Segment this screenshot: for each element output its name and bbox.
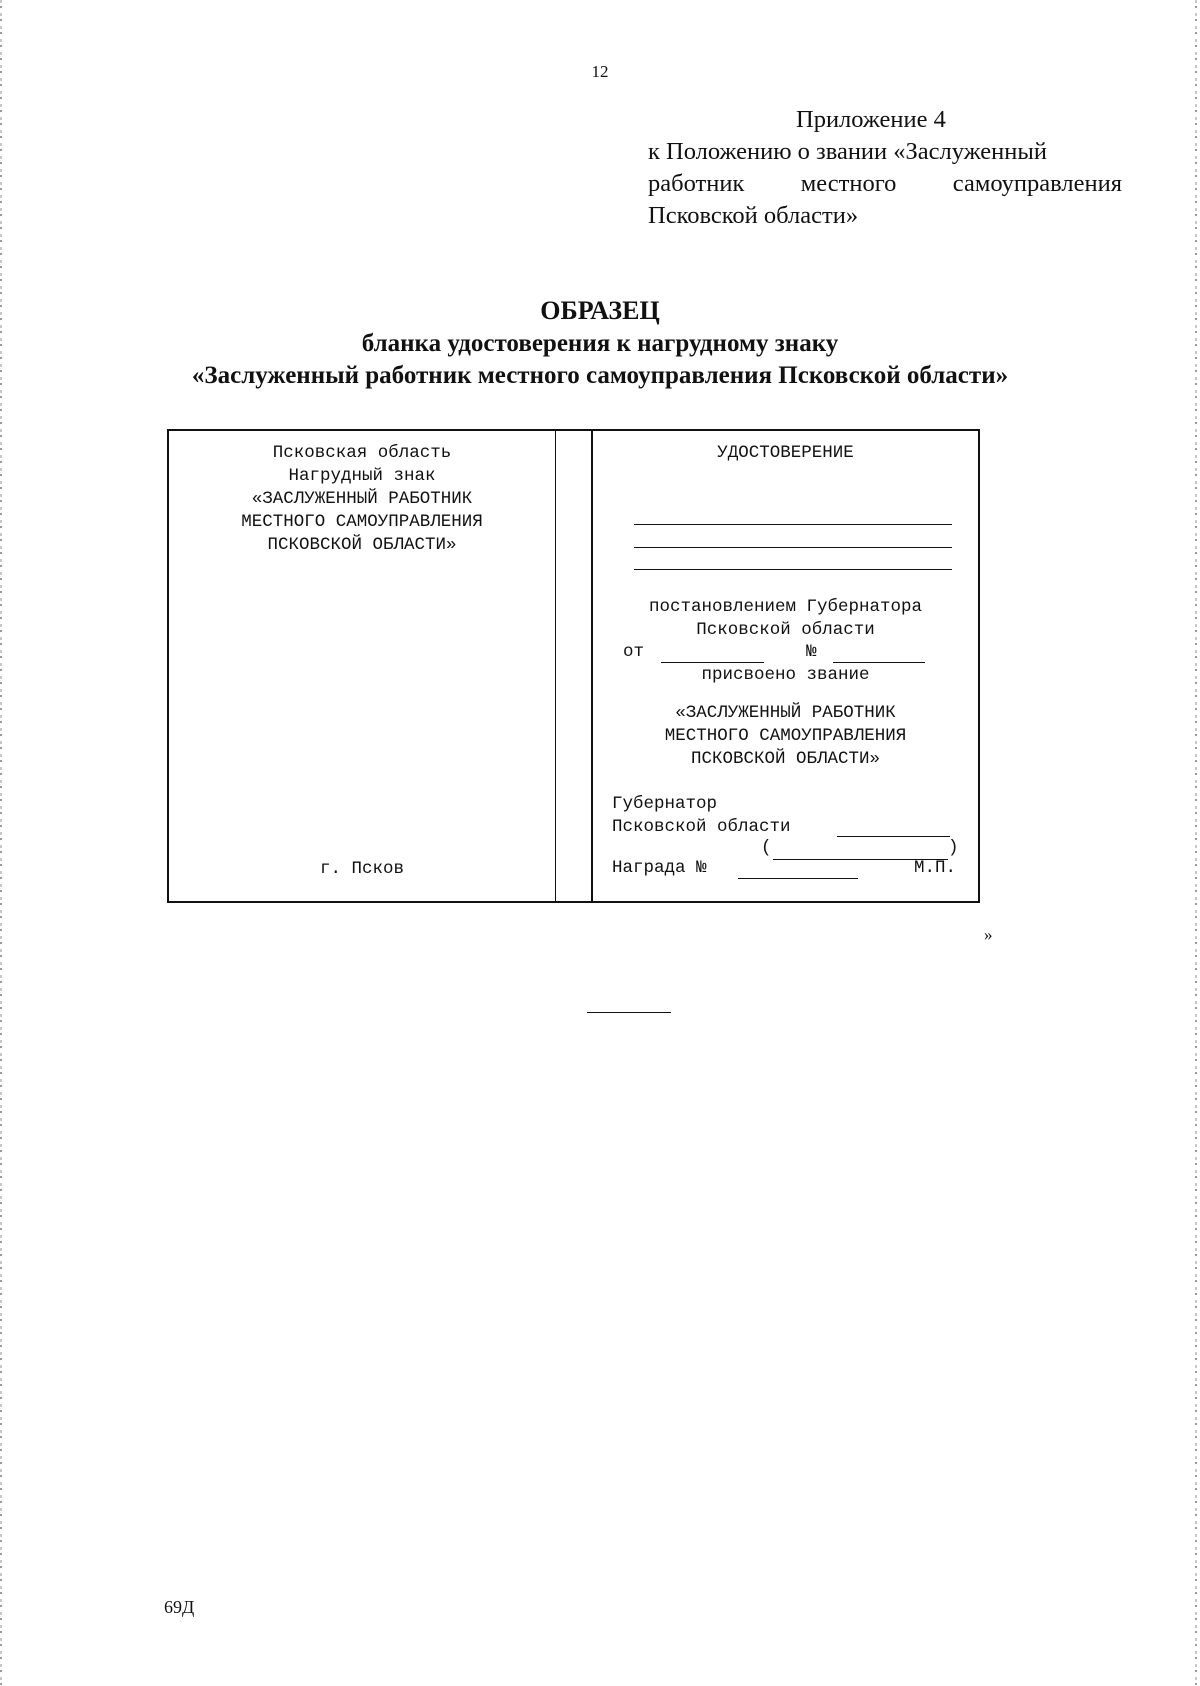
signature-blank-line (837, 836, 950, 837)
left-panel-region: Псковская область (272, 443, 452, 463)
heading-title: ОБРАЗЕЦ (540, 296, 660, 325)
document-heading (0, 294, 1200, 392)
fold-line-left (555, 431, 556, 901)
paren-open: ( (761, 838, 772, 858)
right-panel-title-3: ПСКОВСКОЙ ОБЛАСТИ» (690, 749, 881, 769)
end-separator-line (587, 1012, 671, 1013)
right-panel-title-2: МЕСТНОГО САМОУПРАВЛЕНИЯ (664, 726, 907, 746)
name-blank-line-3 (634, 569, 952, 570)
number-label: № (806, 642, 817, 662)
scan-edge-right (1195, 0, 1197, 1686)
awarded-title-text: присвоено звание (701, 665, 870, 685)
heading-line-2: «Заслуженный работник местного самоуправления Псковской области» (191, 362, 1009, 389)
heading-line-1: бланка удостоверения к нагрудному знаку (361, 330, 839, 357)
name-blank-line-2 (634, 547, 952, 548)
governor-region-label: Псковской области (612, 817, 791, 837)
appendix-line-1: к Положению о звании «Заслуженный (648, 138, 1047, 165)
certificate-header: УДОСТОВЕРЕНИЕ (717, 443, 854, 463)
appendix-line-3: Псковской области» (648, 202, 859, 229)
governor-label: Губернатор (612, 794, 718, 814)
appendix-label: Приложение 4 (796, 106, 946, 133)
award-number-label: Награда № (612, 858, 707, 878)
certificate-form-sample (167, 429, 980, 903)
name-blank-line-1 (634, 524, 952, 525)
page-number: 12 (591, 62, 609, 81)
decree-line-2: Псковской области (696, 620, 875, 640)
footer-code: 69Д (164, 1597, 195, 1617)
right-panel-title-1: «ЗАСЛУЖЕННЫЙ РАБОТНИК (675, 703, 896, 723)
appendix-reference (648, 104, 1122, 232)
paren-close: ) (948, 838, 959, 858)
left-panel-title-1: «ЗАСЛУЖЕННЫЙ РАБОТНИК (251, 489, 473, 509)
left-panel-city: г. Псков (319, 859, 404, 879)
left-panel-badge: Нагрудный знак (288, 466, 436, 486)
left-panel-title-2: МЕСТНОГО САМОУПРАВЛЕНИЯ (241, 512, 483, 532)
date-label: от (623, 642, 645, 662)
left-panel-title-3: ПСКОВСКОЙ ОБЛАСТИ» (267, 535, 457, 555)
decree-line-1: постановлением Губернатора (648, 597, 923, 617)
award-number-blank-line (738, 878, 858, 879)
closing-quote: » (984, 925, 993, 944)
seal-place-label: М.П. (914, 858, 957, 878)
appendix-line-2: работник местного самоуправления (648, 170, 1122, 197)
scan-edge-left (0, 0, 2, 1686)
